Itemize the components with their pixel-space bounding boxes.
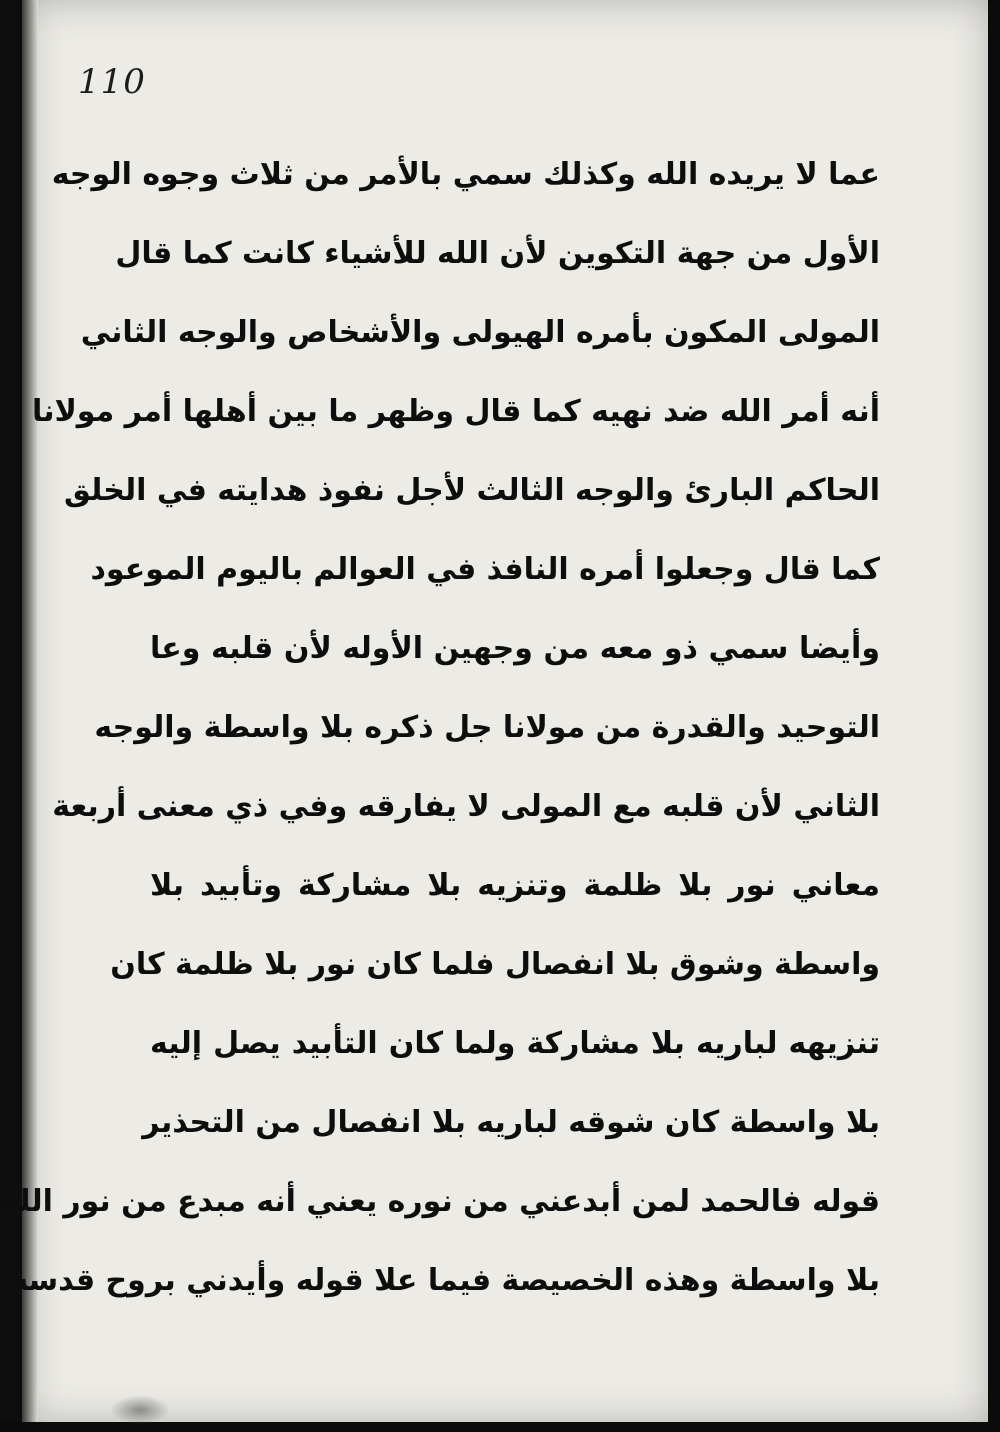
text-line: وأيضا سمي ذو معه من وجهين الأوله لأن قلبه وعا: [150, 631, 880, 666]
manuscript-text: [0, 135, 880, 1320]
text-line: أنه أمر الله ضد نهيه كما قال وظهر ما بين أهلها أمر مولانا: [31, 394, 880, 429]
scan-edge-right: [988, 0, 1000, 1432]
text-line: تنزيهه لباريه بلا مشاركة ولما كان التأبيد يصل إليه: [150, 1026, 880, 1061]
text-line: الأول من جهة التكوين لأن الله للأشياء كانت كما قال: [115, 236, 880, 271]
text-line: بلا واسطة وهذه الخصيصة فيما علا قوله وأيدني بروح قدسه: [10, 1263, 880, 1298]
ink-smudge: [110, 1395, 170, 1425]
text-line: بلا واسطة كان شوقه لباريه بلا انفصال من التحذير: [142, 1105, 880, 1140]
text-line: معاني نور بلا ظلمة وتنزيه بلا مشاركة وتأبيد بلا: [150, 868, 880, 903]
folio-number: 110: [78, 62, 146, 102]
text-line: عما لا يريده الله وكذلك سمي بالأمر من ثلاث وجوه الوجه: [51, 157, 880, 192]
text-line: كما قال وجعلوا أمره النافذ في العوالم باليوم الموعود: [90, 552, 880, 587]
text-line: الحاكم البارئ والوجه الثالث لأجل نفوذ هدايته في الخلق: [63, 473, 880, 508]
text-line: قوله فالحمد لمن أبدعني من نوره يعني أنه مبدع من نور الله: [0, 1184, 880, 1219]
text-line: التوحيد والقدرة من مولانا جل ذكره بلا واسطة والوجه: [94, 710, 880, 745]
text-line: المولى المكون بأمره الهيولى والأشخاص والوجه الثاني: [80, 315, 880, 350]
text-line: واسطة وشوق بلا انفصال فلما كان نور بلا ظلمة كان: [110, 947, 880, 982]
text-line: الثاني لأن قلبه مع المولى لا يفارقه وفي ذي معنى أربعة: [52, 789, 880, 824]
